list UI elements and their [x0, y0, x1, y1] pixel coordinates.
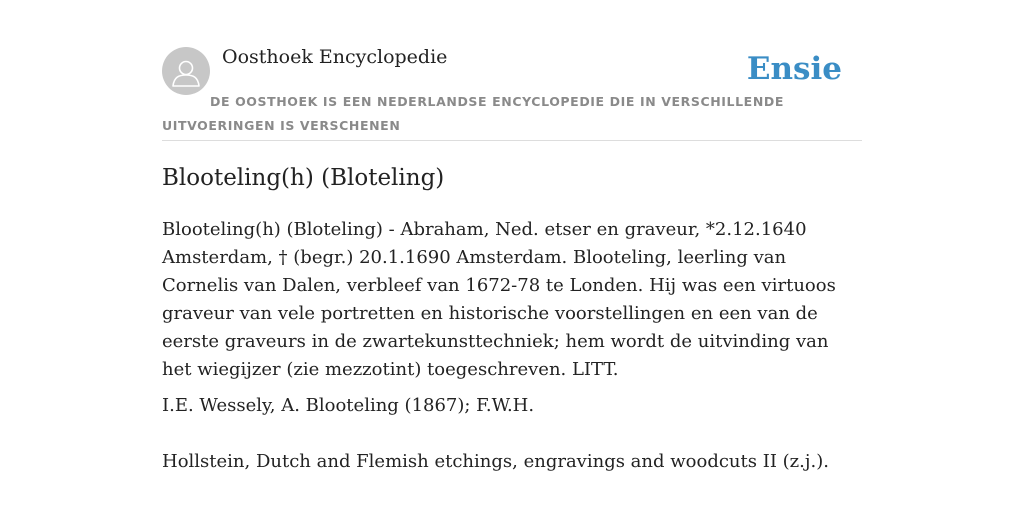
avatar[interactable] — [162, 47, 210, 95]
reference-item: I.E. Wessely, A. Blooteling (1867); F.W.H. — [162, 395, 535, 416]
article-title: Blooteling(h) (Bloteling) — [162, 165, 445, 191]
user-silhouette-icon — [162, 47, 210, 95]
reference-item: Hollstein, Dutch and Flemish etchings, engravings and woodcuts II (z.j.). — [162, 451, 829, 472]
site-name[interactable]: Oosthoek Encyclopedie — [222, 46, 448, 68]
site-header — [162, 44, 862, 141]
article — [162, 160, 862, 476]
site-tagline: DE OOSTHOEK IS EEN NEDERLANDSE ENCYCLOPEDIE DIE IN VERSCHILLENDE UITVOERINGEN IS VERSCHENEN — [162, 94, 784, 133]
brand-logo[interactable]: Ensie — [746, 51, 842, 87]
article-body: Blooteling(h) (Bloteling) - Abraham, Ned. etser en graveur, *2.12.1640 Amsterdam, † (begr.) 20.1.1690 Amsterdam. Blooteling, leerling van Cornelis van Dalen, verbleef van 1672-78 te Londen. Hij was een virtuoos graveur van vele portretten en historische voorstellingen en een van de eerste graveurs in de zwartekunsttechniek; hem wordt de uitvinding van het wiegijzer (zie mezzotint) toegeschreven. LITT. — [162, 219, 836, 380]
